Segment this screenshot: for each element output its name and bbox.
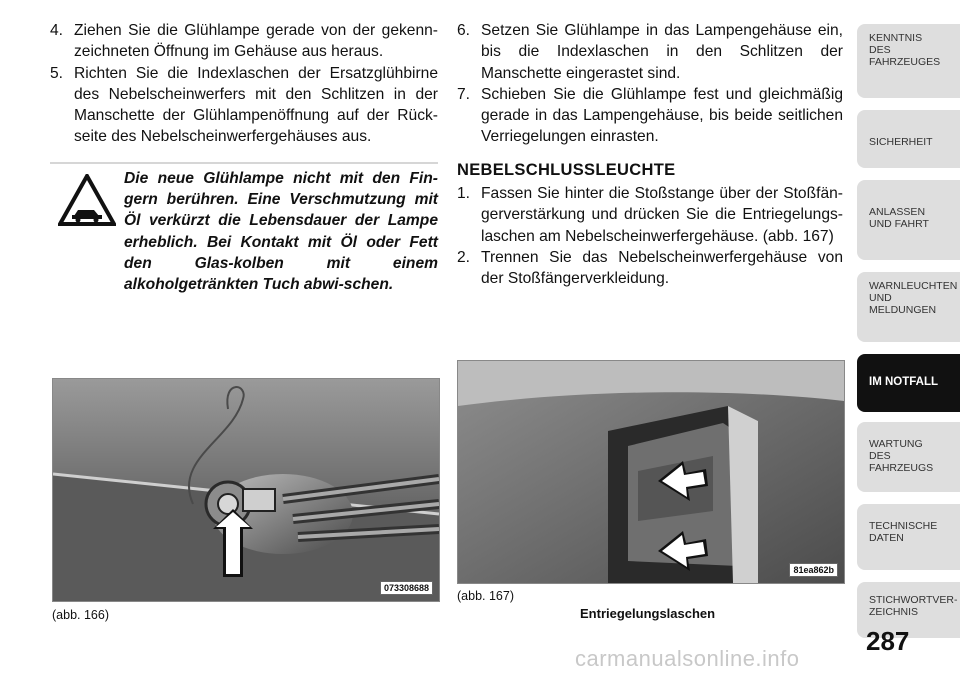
list-item: 1. Fassen Sie hinter die Stoßstange über der Stoßfän-gerverstärkung und drücken Sie die Entriegelungs-laschen am Nebelscheinwerfergehäuse. (abb. 167) (457, 185, 843, 245)
tab-warnleuchten-und-meldungen[interactable]: WARNLEUCHTEN UND MELDUNGEN (857, 272, 960, 342)
list-item: 4. Ziehen Sie die Glühlampe gerade von der gekenn-zeichneten Öffnung im Gehäuse aus heraus. (50, 22, 438, 61)
tab-wartung-des-fahrzeugs[interactable]: WARTUNG DES FAHRZEUGS (857, 422, 960, 492)
fog-lamp-housing-photo (458, 361, 844, 583)
section-heading: NEBELSCHLUSSLEUCHTE (457, 160, 676, 179)
warning-text: Die neue Glühlampe nicht mit den Fin-gern berühren. Eine Verschmutzung mit Öl verkürzt die Lebensdauer der Lampe erheblich. Bei Kontakt mit Öl oder Fett den Glas-kolben mit einem alkoholgetränkten Tuch abwi-schen. (124, 169, 438, 294)
tab-stichwortverzeichnis[interactable]: STICHWORTVER- ZEICHNIS (857, 582, 960, 638)
tab-kenntnis-des-fahrzeuges[interactable]: KENNTNIS DES FAHRZEUGES (857, 24, 960, 98)
page-number: 287 (866, 626, 910, 656)
watermark: carmanualsonline.info (575, 646, 800, 671)
warning-box (50, 162, 438, 296)
figure-caption: (abb. 167) (457, 589, 514, 603)
figure-release-tabs (457, 360, 845, 584)
tab-im-notfall[interactable]: IM NOTFALL (857, 354, 960, 412)
right-column (457, 20, 843, 290)
list-item: 5. Richten Sie die Indexlaschen der Ersatzglühbirne des Nebelscheinwerfers mit den Schlitzen in der Manschette der Glühlampenöffnung auf der Rück-seite des Nebelscheinwerfergehäuses aus. (50, 64, 438, 146)
list-item: 2. Trennen Sie das Nebelscheinwerfergehäuse von der Stoßfängerverkleidung. (457, 248, 843, 288)
figure-code: 81ea862b (789, 563, 838, 577)
tab-sicherheit[interactable]: SICHERHEIT (857, 110, 960, 168)
fog-lamp-photo (53, 379, 439, 601)
left-column (50, 20, 438, 296)
figure-title: Entriegelungslaschen (580, 606, 716, 621)
figure-fog-lamp-bulb (52, 378, 440, 602)
figure-code: 073308688 (380, 581, 433, 595)
figure-caption: (abb. 166) (52, 608, 109, 622)
warning-triangle-car-icon (58, 174, 116, 226)
tab-technische-daten[interactable]: TECHNISCHE DATEN (857, 504, 960, 570)
list-item: 7. Schieben Sie die Glühlampe fest und gleichmäßig gerade in das Lampengehäuse, bis beide seitlichen Verriegelungen einrasten. (457, 85, 843, 146)
list-item: 6. Setzen Sie Glühlampe in das Lampengehäuse ein, bis die Indexlaschen in den Schlitzen der Manschette eingerastet sind. (457, 22, 843, 82)
tab-anlassen-und-fahrt[interactable]: ANLASSEN UND FAHRT (857, 180, 960, 260)
